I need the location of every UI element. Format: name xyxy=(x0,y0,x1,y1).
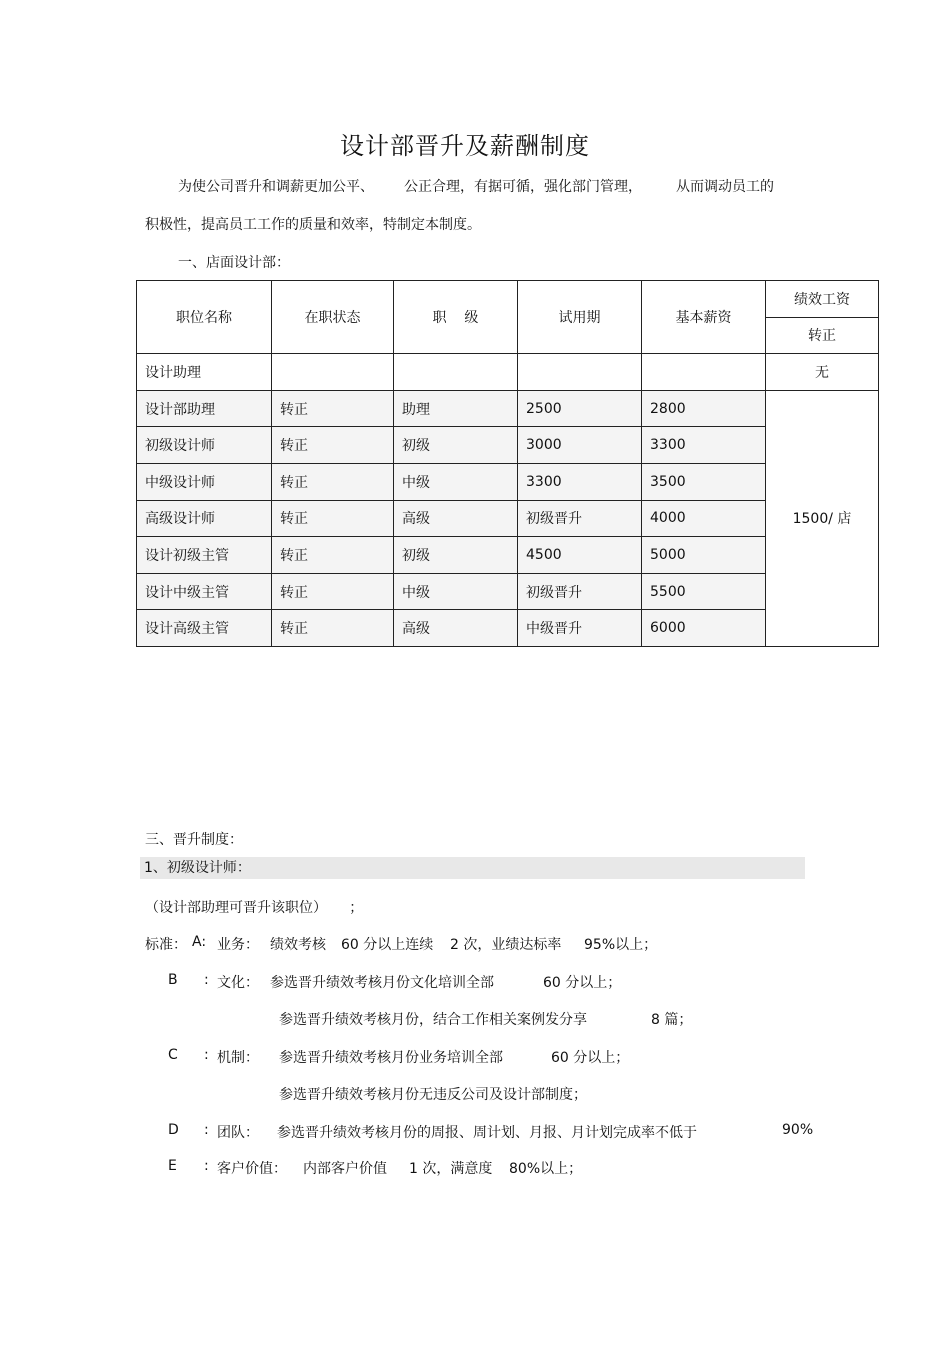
cell-status: 转正 xyxy=(272,537,394,574)
header-status: 在职状态 xyxy=(272,281,394,354)
standard-colon: : xyxy=(204,1122,209,1138)
standard-text: 60 分以上； xyxy=(543,975,622,991)
cell-empty xyxy=(518,354,642,391)
cell-base: 5000 xyxy=(642,537,766,574)
section-heading: 三、晋升制度： xyxy=(145,832,243,848)
standard-text: 2 次，业绩达标率 xyxy=(450,937,562,953)
header-level: 职 级 xyxy=(394,281,518,354)
standard-label: 机制： xyxy=(217,1050,259,1066)
header-position: 职位名称 xyxy=(137,281,272,354)
cell-position: 设计中级主管 xyxy=(137,573,272,610)
cell-performance: 无 xyxy=(766,354,879,391)
standard-text: 60 分以上连续 xyxy=(341,937,434,953)
standard-label: 文化： xyxy=(217,975,259,991)
cell-probation: 2500 xyxy=(518,390,642,427)
standard-letter: A: xyxy=(192,934,207,950)
standard-text: 8 篇； xyxy=(651,1012,693,1028)
cell-level: 高级 xyxy=(394,610,518,647)
cell-status: 转正 xyxy=(272,463,394,500)
salary-table xyxy=(136,280,879,647)
standard-letter: B xyxy=(168,972,178,988)
cell-position: 高级设计师 xyxy=(137,500,272,537)
cell-position: 设计初级主管 xyxy=(137,537,272,574)
header-performance: 绩效工资 xyxy=(766,281,879,318)
standard-text: 95%以上； xyxy=(584,937,658,953)
standard-label: 业务： xyxy=(217,937,259,953)
intro-segment: 从而调动员工的 xyxy=(676,179,774,195)
cell-level: 助理 xyxy=(394,390,518,427)
cell-base: 5500 xyxy=(642,573,766,610)
cell-position: 中级设计师 xyxy=(137,463,272,500)
standard-text: 内部客户价值 xyxy=(303,1161,387,1177)
cell-base: 2800 xyxy=(642,390,766,427)
cell-status: 转正 xyxy=(272,610,394,647)
header-base-salary: 基本薪资 xyxy=(642,281,766,354)
header-performance-sub: 转正 xyxy=(766,317,879,354)
cell-probation: 4500 xyxy=(518,537,642,574)
cell-level: 初级 xyxy=(394,537,518,574)
standard-text: 参选晋升绩效考核月份的周报、周计划、月报、月计划完成率不低于 xyxy=(277,1125,697,1141)
standard-text: 1 次，满意度 xyxy=(409,1161,493,1177)
cell-base: 3300 xyxy=(642,427,766,464)
standard-text: 90% xyxy=(782,1122,814,1138)
standard-prefix: 标准： xyxy=(145,937,187,953)
document-title: 设计部晋升及薪酬制度 xyxy=(340,132,590,160)
cell-probation: 3300 xyxy=(518,463,642,500)
cell-status: 转正 xyxy=(272,573,394,610)
standard-letter: C xyxy=(168,1047,178,1063)
cell-status: 转正 xyxy=(272,500,394,537)
header-probation: 试用期 xyxy=(518,281,642,354)
promotion-note: （设计部助理可晋升该职位） ； xyxy=(145,900,364,916)
standard-letter: E xyxy=(168,1158,177,1174)
cell-probation: 中级晋升 xyxy=(518,610,642,647)
intro-segment: 公正合理，有据可循，强化部门管理， xyxy=(404,179,642,195)
cell-performance-merged: 1500/ 店 xyxy=(766,390,879,646)
cell-status: 转正 xyxy=(272,390,394,427)
section-heading: 一、店面设计部： xyxy=(178,255,290,271)
subsection-heading: 1、初级设计师： xyxy=(140,857,805,879)
standard-label: 客户价值： xyxy=(217,1161,287,1177)
cell-probation: 3000 xyxy=(518,427,642,464)
cell-position: 设计部助理 xyxy=(137,390,272,427)
standard-text: 参选晋升绩效考核月份文化培训全部 xyxy=(270,975,494,991)
cell-position: 设计助理 xyxy=(137,354,272,391)
standard-text: 80%以上； xyxy=(509,1161,583,1177)
cell-level: 中级 xyxy=(394,573,518,610)
cell-position: 设计高级主管 xyxy=(137,610,272,647)
cell-probation: 初级晋升 xyxy=(518,500,642,537)
standard-colon: : xyxy=(204,972,209,988)
intro-segment: 为使公司晋升和调薪更加公平、 xyxy=(178,179,374,195)
cell-empty xyxy=(272,354,394,391)
cell-empty xyxy=(394,354,518,391)
standard-text: 参选晋升绩效考核月份，结合工作相关案例发分享 xyxy=(279,1012,587,1028)
table-row xyxy=(137,390,879,427)
cell-base: 6000 xyxy=(642,610,766,647)
intro-line-1 xyxy=(178,176,774,196)
cell-base: 3500 xyxy=(642,463,766,500)
standard-text: 60 分以上； xyxy=(551,1050,630,1066)
standard-text: 参选晋升绩效考核月份业务培训全部 xyxy=(279,1050,503,1066)
cell-level: 中级 xyxy=(394,463,518,500)
cell-level: 高级 xyxy=(394,500,518,537)
cell-level: 初级 xyxy=(394,427,518,464)
cell-empty xyxy=(642,354,766,391)
intro-line-2: 积极性，提高员工工作的质量和效率，特制定本制度。 xyxy=(145,217,481,233)
standard-letter: D xyxy=(168,1122,179,1138)
cell-status: 转正 xyxy=(272,427,394,464)
standard-text: 绩效考核 xyxy=(270,937,326,953)
standard-label: 团队： xyxy=(217,1125,259,1141)
standard-text: 参选晋升绩效考核月份无违反公司及设计部制度； xyxy=(279,1087,587,1103)
cell-base: 4000 xyxy=(642,500,766,537)
cell-probation: 初级晋升 xyxy=(518,573,642,610)
cell-position: 初级设计师 xyxy=(137,427,272,464)
standard-colon: : xyxy=(204,1158,209,1174)
standard-colon: : xyxy=(204,1047,209,1063)
